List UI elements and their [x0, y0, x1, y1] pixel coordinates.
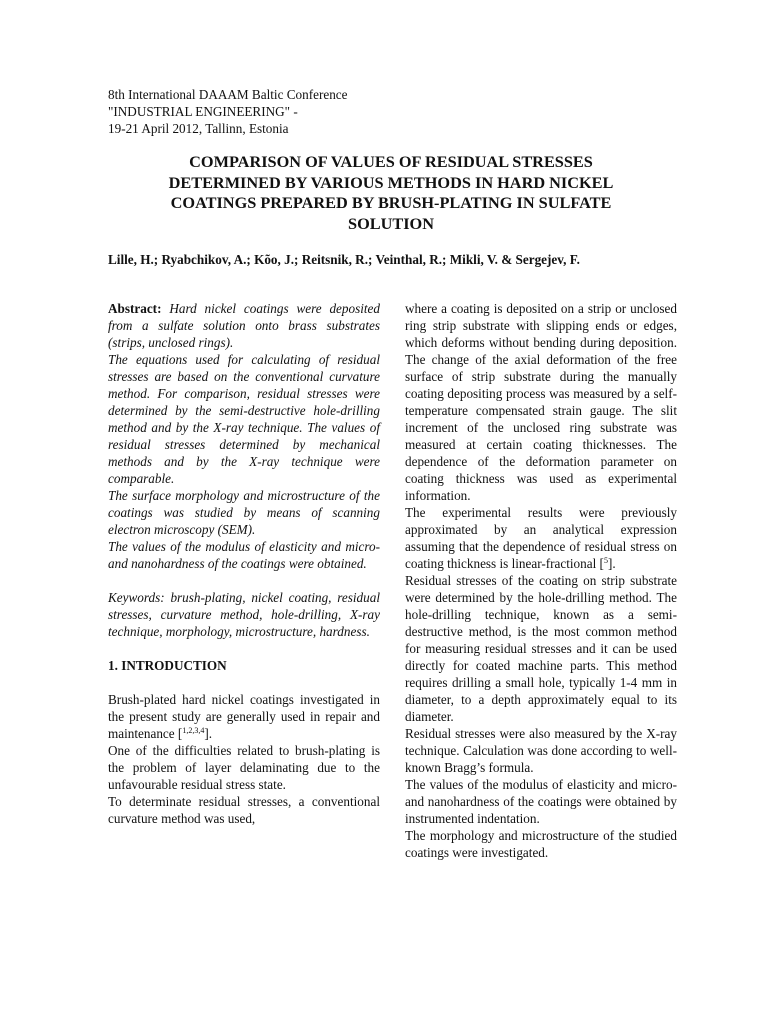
- abstract-paragraph: The values of the modulus of elasticity and micro- and nanohardness of the coatings were obtained.: [108, 539, 380, 571]
- body-paragraph: One of the difficulties related to brush-plating is the problem of layer delaminating due to the unfavourable residual stress state.: [108, 743, 380, 792]
- title-line: COMPARISON OF VALUES OF RESIDUAL STRESSES: [189, 152, 593, 171]
- citation-ref: 1,2,3,4: [182, 726, 205, 735]
- conference-name: 8th International DAAAM Baltic Conference: [108, 87, 348, 102]
- paper-title: [108, 152, 674, 234]
- conference-header: [108, 86, 508, 137]
- body-paragraph: The values of the modulus of elasticity and micro- and nanohardness of the coatings were obtained by instrumented indentation.: [405, 777, 677, 826]
- title-line: SOLUTION: [348, 213, 434, 233]
- body-paragraph: [405, 504, 677, 572]
- body-paragraph: The morphology and microstructure of the studied coatings were investigated.: [405, 828, 677, 860]
- conference-date-location: 19-21 April 2012, Tallinn, Estonia: [108, 121, 289, 136]
- abstract-paragraph: The surface morphology and microstructure of the coatings was studied by means of scanning electron microscopy (SEM).: [108, 488, 380, 537]
- keywords: Keywords: brush-plating, nickel coating, residual stresses, curvature method, hole-drilling, X-ray technique, morphology, microstructure, hardness.: [108, 590, 380, 639]
- body-text: The experimental results were previously approximated by an analytical expression assuming that the dependence of residual stress on coating thickness is linear-fractional [: [405, 505, 677, 571]
- citation-close: ].: [204, 726, 213, 741]
- abstract-paragraph: The equations used for calculating of residual stresses are based on the conventional curvature method. For comparison, residual stresses were determined by the semi-destructive hole-drilling method and by the X-ray technique. The values of residual stresses determined by mechanical methods and by the X-ray technique were comparable.: [108, 352, 380, 486]
- citation-ref: 5: [603, 556, 608, 565]
- right-column: [405, 300, 677, 861]
- left-column: [108, 300, 380, 827]
- body-paragraph: Residual stresses of the coating on strip substrate were determined by the hole-drilling method. The hole-drilling technique, known as a semi-destructive method, is the most common method for measuring residual stresses and it can be used directly for coated machine parts. This method requires drilling a small hole, typically 1-4 mm in diameter, to a depth approximately equal to its diameter.: [405, 573, 677, 724]
- body-paragraph: Residual stresses were also measured by the X-ray technique. Calculation was done according to well-known Bragg’s formula.: [405, 726, 677, 775]
- conference-topic: "INDUSTRIAL ENGINEERING" -: [108, 104, 298, 119]
- body-paragraph: where a coating is deposited on a strip or unclosed ring strip substrate with slipping ends or edges, which deforms without bending during deposition. The change of the axial deformation of the free surface of strip substrate during the manually coating depositing process was measured by a self-temperature compensated strain gauge. The slit increment of the unclosed ring substrate was measured at certain coating thicknesses. The dependence of the deformation parameter on coating thickness was used as experimental information.: [405, 301, 677, 503]
- abstract-text: Hard nickel coatings were deposited from a sulfate solution onto brass substrates (strips, unclosed rings).: [108, 301, 381, 350]
- title-line: COATINGS PREPARED BY BRUSH-PLATING IN SULFATE: [170, 193, 612, 212]
- abstract-label: Abstract:: [108, 301, 162, 316]
- title-line: DETERMINED BY VARIOUS METHODS IN HARD NICKEL: [168, 172, 614, 192]
- citation-close: ].: [607, 556, 616, 571]
- body-paragraph: To determinate residual stresses, a conventional curvature method was used,: [108, 794, 380, 826]
- section-heading: 1. INTRODUCTION: [108, 658, 227, 673]
- body-text: Brush-plated hard nickel coatings investigated in the present study are generally used in repair and maintenance [: [108, 692, 380, 741]
- abstract-paragraph: [108, 300, 380, 351]
- author-list: Lille, H.; Ryabchikov, A.; Kõo, J.; Reitsnik, R.; Veinthal, R.; Mikli, V. & Sergejev, F.: [108, 252, 580, 267]
- body-paragraph: [108, 691, 380, 742]
